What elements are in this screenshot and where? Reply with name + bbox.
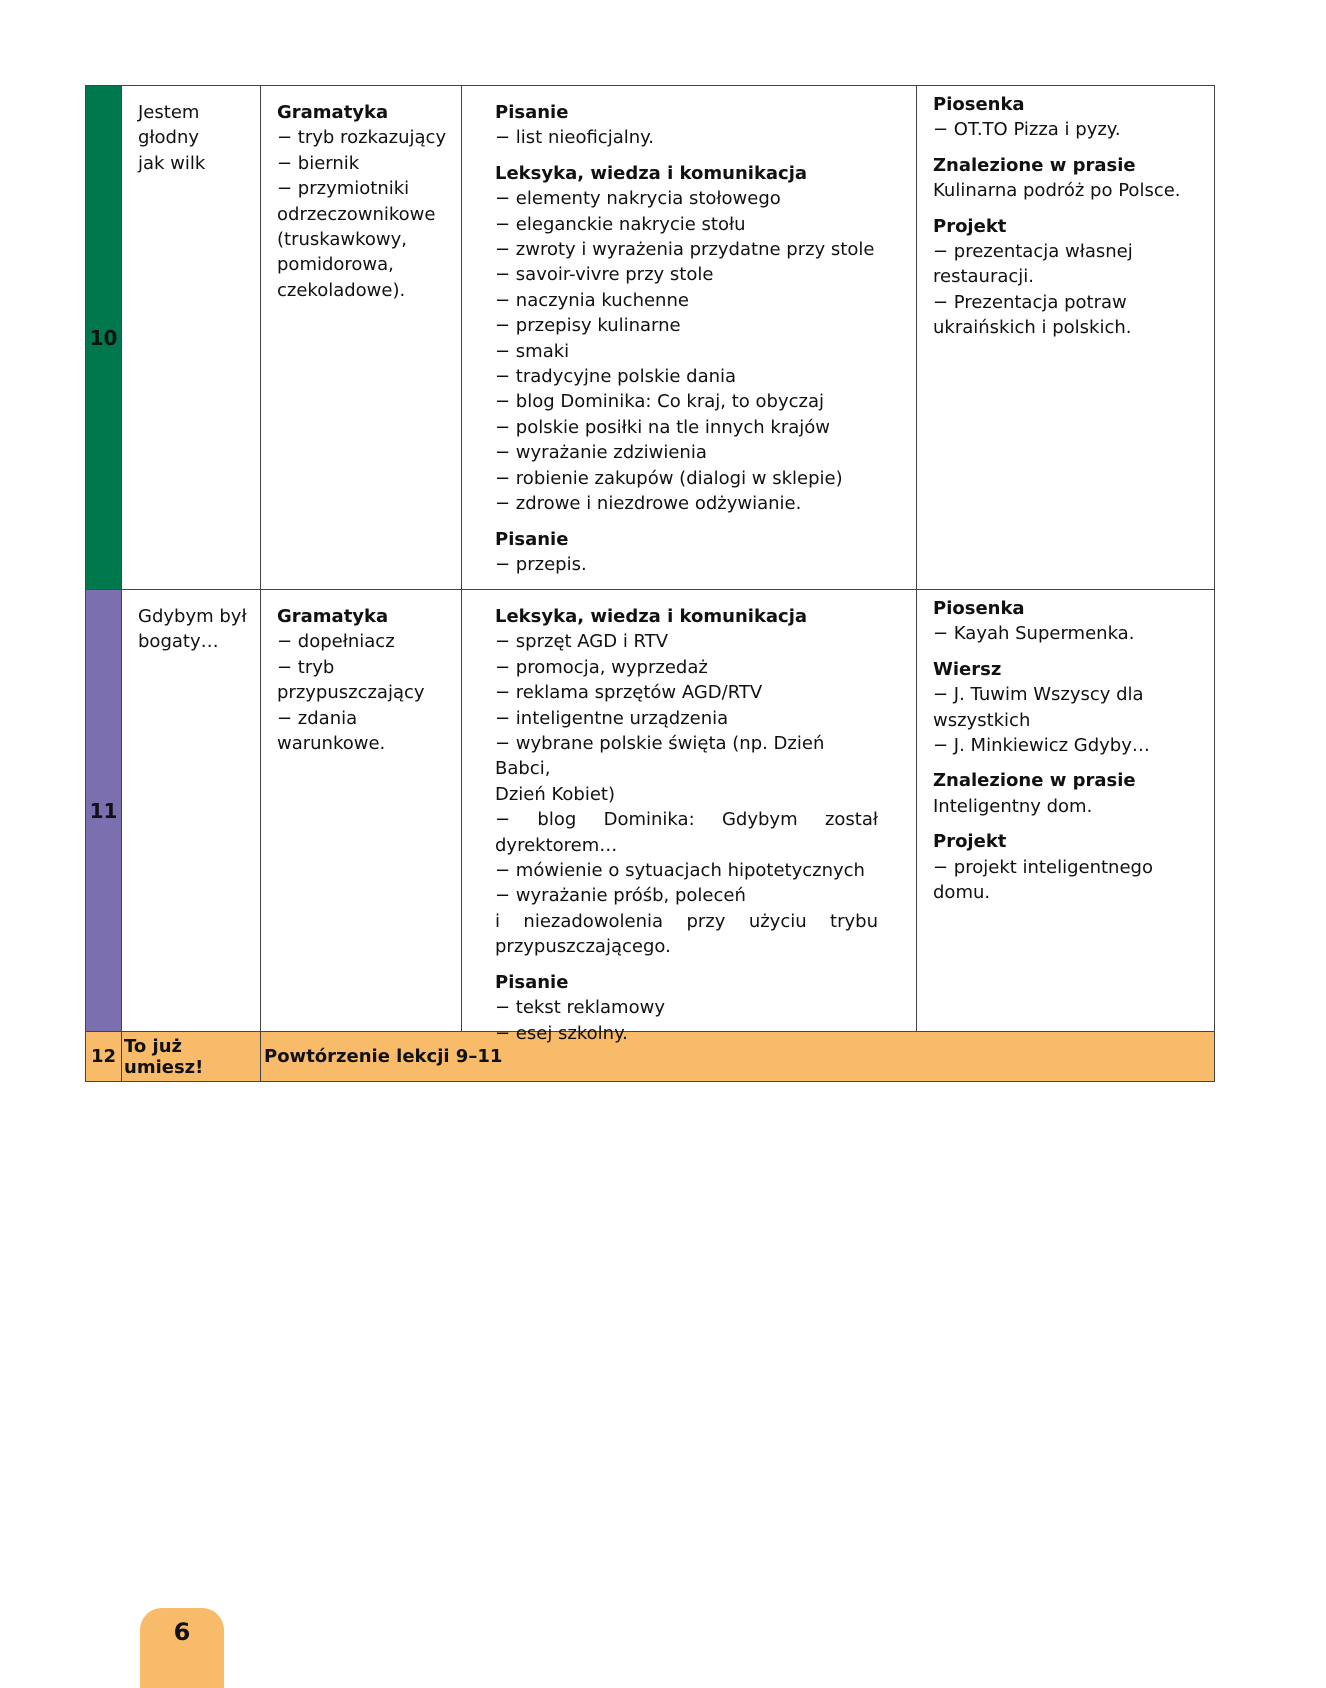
skills-section bbox=[495, 161, 878, 517]
section-item: − J. Minkiewicz Gdyby… bbox=[933, 735, 1150, 757]
section-item: dyrektorem… bbox=[495, 834, 618, 856]
section-item: − savoir-vivre przy stole bbox=[495, 264, 714, 286]
section-item: − prezentacja własnej bbox=[933, 241, 1133, 263]
section-heading: Znalezione w prasie bbox=[933, 770, 1136, 792]
section-heading: Piosenka bbox=[933, 598, 1025, 619]
lesson-row-10 bbox=[86, 86, 1214, 590]
topic-line: bogaty… bbox=[138, 631, 219, 653]
section-item: − inteligentne urządzenia bbox=[495, 707, 729, 729]
section-item: − wybrane polskie święta (np. Dzień Babci, bbox=[495, 733, 825, 780]
section-item: − blog Dominika: Co kraj, to obyczaj bbox=[495, 391, 824, 413]
section-heading: Leksyka, wiedza i komunikacja bbox=[495, 162, 808, 184]
section-item: − J. Tuwim Wszyscy dla bbox=[933, 684, 1144, 706]
topic-line: głodny bbox=[138, 127, 200, 149]
page-number-tab bbox=[140, 1608, 224, 1688]
extras-cell bbox=[917, 86, 1214, 589]
section-item: − promocja, wyprzedaż bbox=[495, 656, 708, 678]
section-item: − list nieoficjalny. bbox=[495, 127, 654, 149]
grammar-item: − przymiotniki bbox=[277, 178, 410, 200]
section-heading: Pisanie bbox=[495, 102, 569, 123]
grammar-item: pomidorowa, bbox=[277, 254, 394, 276]
section-heading: Znalezione w prasie bbox=[933, 154, 1136, 176]
section-heading: Pisanie bbox=[495, 971, 569, 993]
grammar-cell bbox=[261, 86, 462, 589]
grammar-item: przypuszczający bbox=[277, 682, 425, 704]
topic-line: jak wilk bbox=[138, 152, 206, 174]
lesson-topic bbox=[122, 86, 261, 589]
section-item: − reklama sprzętów AGD/RTV bbox=[495, 682, 763, 704]
extras-section bbox=[933, 153, 1204, 204]
lesson-row-11 bbox=[86, 590, 1214, 1044]
curriculum-table bbox=[85, 85, 1215, 1082]
lesson-number: 11 bbox=[86, 590, 122, 1031]
summary-title: To już umiesz! bbox=[122, 1032, 261, 1081]
skills-section bbox=[495, 527, 878, 578]
grammar-heading: Gramatyka bbox=[277, 606, 389, 627]
section-heading: Projekt bbox=[933, 215, 1007, 237]
lesson-number: 10 bbox=[86, 86, 122, 589]
grammar-item: odrzeczownikowe bbox=[277, 203, 436, 225]
section-item: − projekt inteligentnego bbox=[933, 856, 1153, 878]
section-heading: Wiersz bbox=[933, 658, 1002, 680]
section-item: − przepisy kulinarne bbox=[495, 315, 681, 337]
summary-description: Powtórzenie lekcji 9–11 bbox=[264, 1046, 503, 1067]
section-item: ukraińskich i polskich. bbox=[933, 317, 1132, 339]
section-item: − sprzęt AGD i RTV bbox=[495, 631, 669, 653]
extras-cell bbox=[917, 590, 1214, 1031]
grammar-item: − tryb rozkazujący bbox=[277, 127, 447, 149]
skills-section bbox=[495, 970, 878, 1046]
section-item: Kulinarna podróż po Polsce. bbox=[933, 180, 1181, 202]
section-item: − zdrowe i niezdrowe odżywianie. bbox=[495, 493, 802, 515]
grammar-item: − dopełniacz bbox=[277, 631, 395, 653]
section-item: − OT.TO Pizza i pyzy. bbox=[933, 119, 1121, 141]
grammar-cell bbox=[261, 590, 462, 1031]
extras-section bbox=[933, 596, 1204, 647]
section-item: − robienie zakupów (dialogi w sklepie) bbox=[495, 467, 843, 489]
skills-section bbox=[495, 100, 878, 151]
section-item: − przepis. bbox=[495, 553, 587, 575]
skills-section bbox=[495, 604, 878, 960]
section-item: − wyrażanie zdziwienia bbox=[495, 442, 707, 464]
topic-line: Jestem bbox=[138, 102, 200, 123]
section-heading: Pisanie bbox=[495, 528, 569, 550]
section-item: − blog Dominika: Gdybym został bbox=[495, 809, 878, 831]
skills-cell bbox=[462, 86, 917, 589]
extras-section bbox=[933, 768, 1204, 819]
section-item: − Prezentacja potraw bbox=[933, 291, 1127, 313]
extras-section bbox=[933, 829, 1204, 905]
grammar-item: − tryb bbox=[277, 656, 335, 678]
section-item: Inteligentny dom. bbox=[933, 795, 1093, 817]
section-item: − wyrażanie próśb, poleceń bbox=[495, 885, 746, 907]
grammar-item: (truskawkowy, bbox=[277, 229, 408, 251]
grammar-item: warunkowe. bbox=[277, 733, 386, 755]
grammar-item: czekoladowe). bbox=[277, 279, 406, 301]
section-item: wszystkich bbox=[933, 709, 1031, 731]
section-item: i niezadowolenia przy użyciu trybu bbox=[495, 910, 878, 932]
grammar-item: − biernik bbox=[277, 152, 360, 174]
section-heading: Projekt bbox=[933, 831, 1007, 853]
section-item: − Kayah Supermenka. bbox=[933, 623, 1135, 645]
section-item: − tradycyjne polskie dania bbox=[495, 366, 737, 388]
grammar-item: − zdania bbox=[277, 707, 358, 729]
section-item: domu. bbox=[933, 882, 991, 904]
skills-cell bbox=[462, 590, 917, 1044]
section-item: − elementy nakrycia stołowego bbox=[495, 188, 781, 210]
page-number: 6 bbox=[173, 1618, 191, 1646]
section-item: przypuszczającego. bbox=[495, 936, 671, 958]
extras-section bbox=[933, 657, 1204, 759]
section-item: − polskie posiłki na tle innych krajów bbox=[495, 416, 831, 438]
section-item: − zwroty i wyrażenia przydatne przy stole bbox=[495, 239, 875, 261]
section-item: − naczynia kuchenne bbox=[495, 289, 689, 311]
section-item: − eleganckie nakrycie stołu bbox=[495, 213, 746, 235]
section-item: − mówienie o sytuacjach hipotetycznych bbox=[495, 860, 865, 882]
section-item: − esej szkolny. bbox=[495, 1022, 628, 1044]
lesson-number: 12 bbox=[86, 1032, 122, 1081]
section-item: − tekst reklamowy bbox=[495, 997, 665, 1019]
section-item: restauracji. bbox=[933, 266, 1035, 288]
section-heading: Piosenka bbox=[933, 94, 1025, 115]
extras-section bbox=[933, 92, 1204, 143]
section-item: − smaki bbox=[495, 340, 570, 362]
section-heading: Leksyka, wiedza i komunikacja bbox=[495, 606, 808, 627]
grammar-heading: Gramatyka bbox=[277, 102, 389, 123]
section-item: Dzień Kobiet) bbox=[495, 783, 616, 805]
topic-line: Gdybym był bbox=[138, 606, 247, 627]
lesson-topic bbox=[122, 590, 261, 1031]
extras-section bbox=[933, 214, 1204, 341]
